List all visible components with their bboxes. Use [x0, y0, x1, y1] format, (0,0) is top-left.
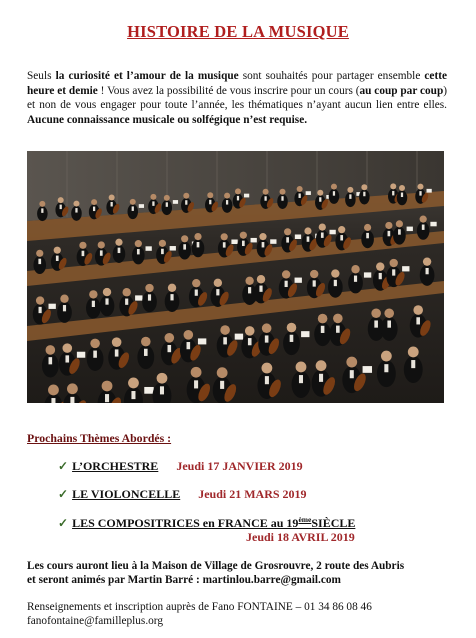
section-title: Prochains Thèmes Abordés : — [27, 431, 172, 445]
contact-email: fanofontaine@familleplus.org — [27, 615, 163, 628]
page-title: HISTOIRE DE LA MUSIQUE — [127, 22, 349, 41]
intro-text-4: ) et non de vous engager pour toute l’année, les thématiques n’ayant aucun lien entre elles. — [27, 84, 448, 112]
theme-name: L’ORCHESTRE — [72, 459, 159, 473]
theme-name-superscript: ème — [298, 515, 312, 524]
intro-bold-2: cette heure et demie — [27, 70, 447, 97]
intro-text-2: sont souhaités pour partager ensemble — [238, 70, 425, 82]
intro-bold-4: Aucune connaissance musicale ou solfégique n’est requise. — [27, 113, 308, 126]
intro-paragraph — [27, 69, 447, 127]
theme-item-compositrices — [58, 515, 355, 531]
theme-name-part: SIÈCLE — [311, 516, 356, 530]
theme-item-orchestre — [58, 459, 303, 474]
check-icon: ✓ — [58, 487, 69, 501]
intro-text-3: ! Vous avez la possibilité de vous inscrire pour un cours ( — [97, 84, 360, 97]
orchestra-illustration — [27, 151, 444, 403]
contact-info — [27, 600, 411, 629]
venue-info: Les cours auront lieu à la Maison de Village de Grosrouvre, 2 route des Aubris et seront animés par Martin Barré : martinlou.barre@gmail.com — [27, 560, 405, 587]
intro-bold-1: la curiosité et l’amour de la musique — [55, 70, 239, 82]
theme-name-part: LES COMPOSITRICES en FRANCE au 19 — [72, 516, 299, 530]
contact-line: Renseignements et inscription auprès de Fano FONTAINE – 01 34 86 08 46 — [27, 601, 372, 613]
orchestra-photo — [27, 151, 444, 403]
intro-text-1: Seuls — [27, 70, 56, 82]
check-icon: ✓ — [58, 459, 69, 473]
theme-item-violoncelle — [58, 487, 307, 502]
check-icon: ✓ — [58, 516, 69, 530]
theme-name: LE VIOLONCELLE — [72, 487, 181, 501]
theme-date: Jeudi 21 MARS 2019 — [198, 487, 307, 501]
theme-name — [72, 516, 355, 530]
theme-date: Jeudi 17 JANVIER 2019 — [176, 459, 303, 473]
theme-date: Jeudi 18 AVRIL 2019 — [246, 530, 355, 544]
intro-bold-3: au coup par coup — [359, 84, 444, 97]
